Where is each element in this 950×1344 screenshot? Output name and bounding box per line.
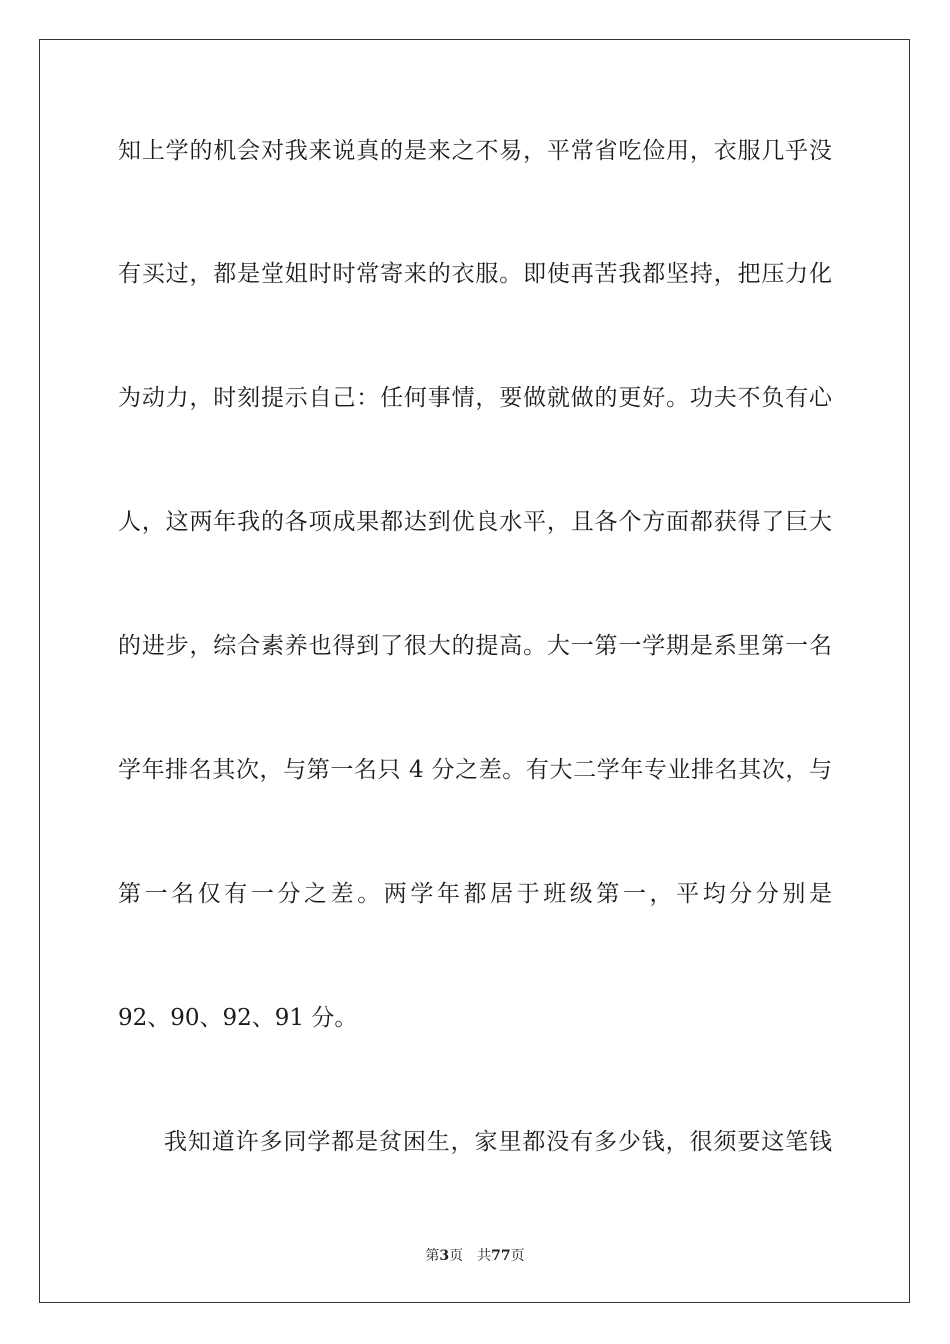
total-label-suffix: 页	[510, 1248, 525, 1264]
page-label-suffix: 页	[449, 1248, 464, 1264]
body-text-line: 有买过，都是堂姐时时常寄来的衣服。即使再苦我都坚持，把压力化	[118, 261, 832, 287]
current-page-number: 3	[439, 1248, 450, 1264]
body-text-line: 人，这两年我的各项成果都达到优良水平，且各个方面都获得了巨大	[118, 509, 832, 535]
body-text-line: 我知道许多同学都是贫困生，家里都没有多少钱，很须要这笔钱	[164, 1129, 832, 1155]
body-text-line: 的进步，综合素养也得到了很大的提高。大一第一学期是系里第一名	[118, 633, 832, 659]
total-page-count: 77	[491, 1248, 511, 1264]
body-text-line: 学年排名其次，与第一名只 4 分之差。有大二学年专业排名其次，与	[118, 757, 832, 783]
total-label-prefix: 共	[477, 1248, 492, 1264]
body-text-line: 第一名仅有一分之差。两学年都居于班级第一，平均分分别是	[118, 881, 832, 907]
body-text-line: 为动力，时刻提示自己：任何事情，要做就做的更好。功夫不负有心	[118, 385, 832, 411]
page-border	[39, 39, 910, 1303]
body-text-line: 知上学的机会对我来说真的是来之不易，平常省吃俭用，衣服几乎没	[118, 138, 832, 164]
page-label-prefix: 第	[425, 1248, 440, 1264]
body-text-line: 92、90、92、91 分。	[118, 1005, 358, 1031]
page-footer	[0, 1247, 950, 1265]
